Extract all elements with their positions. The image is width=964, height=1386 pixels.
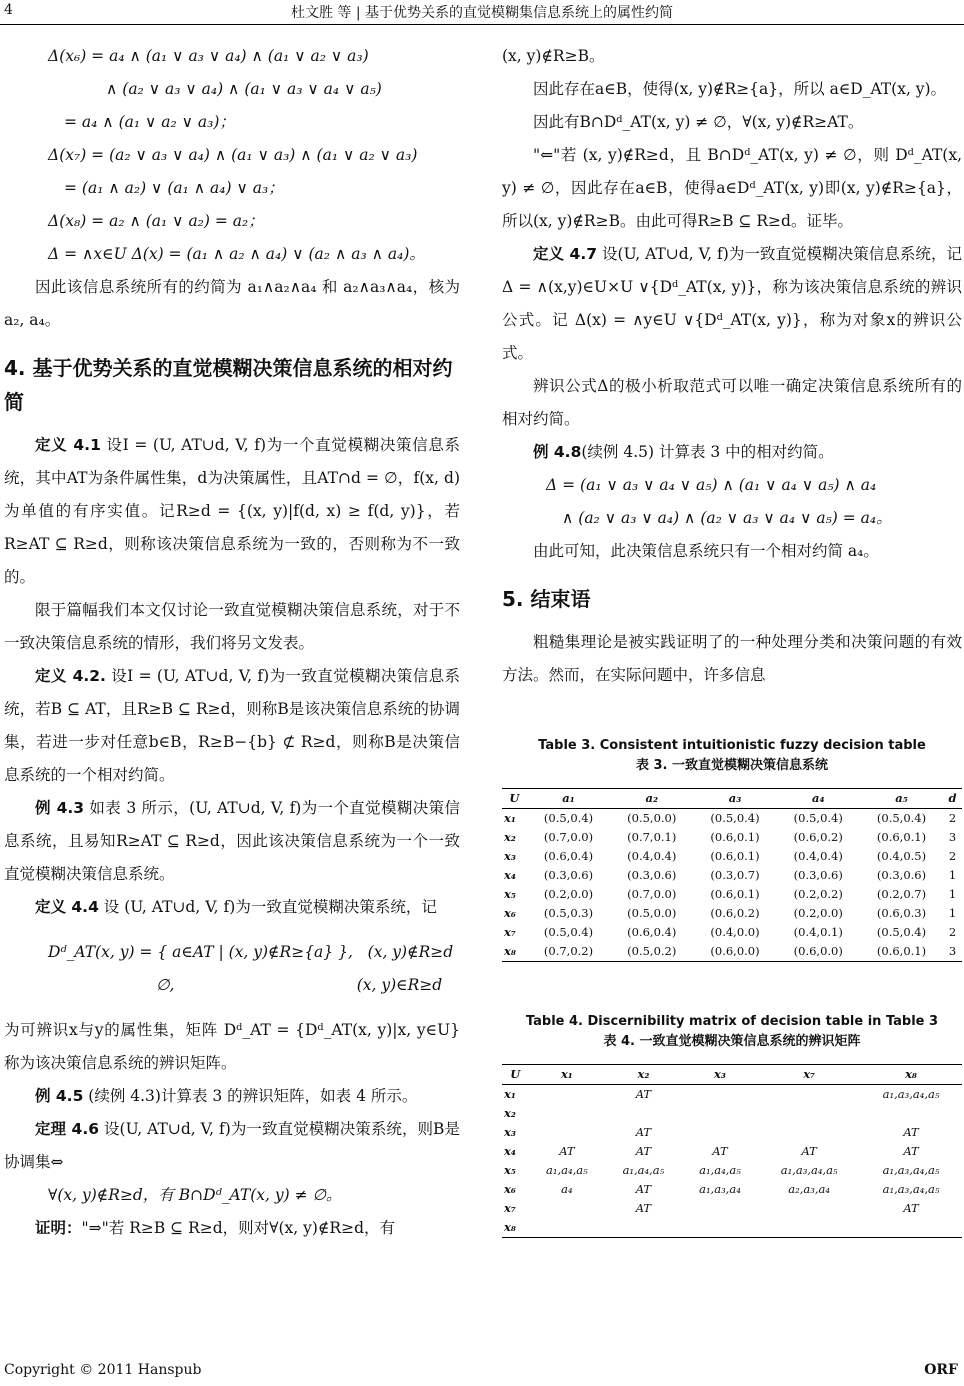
definition-4-2 (4, 660, 460, 792)
row-label: x₅ (504, 1163, 516, 1177)
table-cell (605, 1104, 682, 1123)
proof-line: 因此存在a∈B，使得(x, y)∉R≥{a}，所以 a∈D_AT(x, y)。 (533, 80, 947, 98)
column-header: x₈ (860, 1065, 962, 1085)
paragraph-reducts: 因此该信息系统所有的约简为 a₁∧a₂∧a₄ 和 a₂∧a₃∧a₄，核为a₂, a₄。 (4, 278, 460, 329)
table-cell (758, 1104, 860, 1123)
table-cell: (0.6,0.1) (876, 830, 927, 844)
section-heading-5: 5. 结束语 (502, 587, 591, 611)
equation-line: Δ(x₇) = (a₂ ∨ a₃ ∨ a₄) ∧ (a₁ ∨ a₃) ∧ (a₁ ∨ a₂ ∨ a₃) (48, 146, 418, 164)
table-row (502, 904, 962, 923)
table-cell: (0.4,0.0) (710, 925, 760, 939)
table-cell: AT (903, 1201, 919, 1215)
copyright: Copyright © 2011 Hanspub (4, 1362, 202, 1378)
example-4-3 (4, 792, 460, 891)
table-cell (529, 1123, 606, 1142)
table-cell: a₁,a₃,a₄,a₅ (882, 1163, 940, 1177)
paragraph-limit: 限于篇幅我们本文仅讨论一致直觉模糊决策信息系统，对于不一致决策信息系统的情形，我们将另文发表。 (4, 601, 460, 652)
table-cell: (0.4,0.4) (793, 849, 843, 863)
table-cell (682, 1085, 759, 1105)
table-cell: 1 (948, 868, 957, 882)
paragraph-minimal: 辨识公式Δ的极小析取范式可以唯一确定决策信息系统所有的相对约简。 (502, 377, 962, 428)
theorem-4-6 (4, 1113, 460, 1179)
column-header: U (502, 1065, 529, 1085)
piecewise-equation: ∅, (x, y)∈R≥d (156, 976, 443, 994)
table-cell: AT (635, 1182, 652, 1196)
definition-text: 设I = (U, AT∪d, V, f)为一个直觉模糊决策信息系统，其中AT为条件属性集，d为决策属性，且AT∩d = ∅，f(x, d)为单值的有序实值。记R≥d = {(x, y)|f(d, x) ≥ f(d, y)}，若R≥AT ⊆ R≥d，则称该决策信息系统为一致的，否则称为不一致的。 (4, 436, 460, 586)
table-cell: (0.7,0.2) (527, 942, 610, 962)
table-cell (529, 1218, 606, 1238)
table-cell (682, 1104, 759, 1123)
paragraph-ending: 粗糙集理论是被实践证明了的一种处理分类和决策问题的有效方法。然而，在实际问题中，许多信息 (502, 633, 962, 684)
table-cell: (0.3,0.6) (793, 868, 843, 882)
table-row (502, 1142, 962, 1161)
table-cell: 1 (948, 906, 957, 920)
table-cell: (0.2,0.0) (793, 906, 843, 920)
table-cell: AT (635, 1087, 652, 1101)
table-cell: a₁,a₃,a₄,a₅ (780, 1163, 838, 1177)
table-row (502, 1123, 962, 1142)
row-label: x₈ (502, 942, 527, 962)
row-label: x₁ (504, 811, 516, 825)
table-cell: AT (801, 1144, 817, 1158)
column-header: U (502, 789, 527, 809)
table-cell: a₄ (561, 1182, 573, 1196)
table-row (502, 1104, 962, 1123)
table-row (502, 923, 962, 942)
table-cell: (0.2,0.2) (793, 887, 843, 901)
table-cell (758, 1199, 860, 1218)
table-cell: (0.5,0.0) (627, 811, 677, 825)
example-4-8 (502, 436, 962, 469)
table-cell (529, 1085, 606, 1105)
definition-text: 设(U, AT∪d, V, f)为一致直觉模糊决策信息系统，记Δ = ∧(x,y)∈U×U ∨{Dᵈ_AT(x, y)}，称为该决策信息系统的辨识公式。记 Δ(x) = ∧y∈U ∨{Dᵈ_AT(x, y)}，称为对象x的辨识公式。 (502, 245, 962, 362)
table-cell: (0.7,0.0) (627, 887, 677, 901)
table-cell: (0.5,0.4) (710, 811, 760, 825)
definition-label: 定义 4.2. (35, 667, 106, 685)
table-cell: (0.6,0.2) (710, 906, 760, 920)
equation-line: Δ(x₆) = a₄ ∧ (a₁ ∨ a₃ ∨ a₄) ∧ (a₁ ∨ a₂ ∨ a₃) (48, 47, 369, 65)
row-label: x₄ (504, 1144, 516, 1158)
definition-4-7 (502, 238, 962, 370)
table-cell: (0.5,0.4) (793, 811, 843, 825)
table-row (502, 1180, 962, 1199)
definition-label: 定义 4.1 (35, 436, 101, 454)
table-cell: a₁,a₃,a₄,a₅ (882, 1182, 940, 1196)
table-cell: AT (635, 1201, 652, 1215)
table-cell: 1 (948, 887, 957, 901)
example-label: 例 4.5 (35, 1087, 84, 1105)
table-cell: (0.3,0.6) (627, 868, 677, 882)
table4-caption-zh: 表 4. 一致直觉模糊决策信息系统的辨识矩阵 (603, 1034, 861, 1049)
table-cell: (0.6,0.4) (627, 925, 677, 939)
equation-line: ∧ (a₂ ∨ a₃ ∨ a₄) ∧ (a₁ ∨ a₃ ∨ a₄ ∨ a₅) (106, 80, 382, 98)
table-cell: a₁,a₃,a₄ (699, 1182, 741, 1196)
table-cell: (0.6,0.0) (693, 942, 776, 962)
column-header: x₂ (605, 1065, 682, 1085)
table-cell: (0.7,0.0) (543, 830, 594, 844)
column-header: x₇ (758, 1065, 860, 1085)
row-label: x₆ (504, 1182, 516, 1196)
row-label: x₇ (504, 925, 516, 939)
row-label: x₁ (504, 1087, 516, 1101)
table-cell: a₁,a₃,a₄,a₅ (882, 1087, 940, 1101)
table-cell (758, 1123, 860, 1142)
table-cell: (0.6,0.1) (860, 942, 943, 962)
table-cell (758, 1218, 860, 1238)
page-number: 4 (4, 2, 13, 18)
column-header: a₅ (860, 789, 943, 809)
table4-caption-en: Table 4. Discernibility matrix of decision table in Table 3 (525, 1014, 939, 1029)
row-label: x₅ (504, 887, 516, 901)
table-cell: 3 (943, 942, 962, 962)
example-text: 如表 3 所示，(U, AT∪d, V, f)为一个直觉模糊决策信息系统，且易知R≥AT ⊆ R≥d，因此该决策信息系统为一个一致直觉模糊决策信息系统。 (4, 799, 460, 883)
equation-line: Δ = (a₁ ∨ a₃ ∨ a₄ ∨ a₅) ∧ (a₁ ∨ a₄ ∨ a₅) ∧ a₄ (546, 476, 877, 494)
table-cell: AT (903, 1125, 919, 1139)
theorem-text: 设(U, AT∪d, V, f)为一致直觉模糊决策系统，则B是协调集⇔ (4, 1120, 460, 1171)
table-cell: a₁,a₄,a₅ (622, 1163, 665, 1177)
table-row (502, 1218, 962, 1238)
row-label: x₃ (504, 849, 516, 863)
section-heading-4: 4. 基于优势关系的直觉模糊决策信息系统的相对约简 (4, 356, 453, 414)
table-row (502, 809, 962, 829)
definition-4-1 (4, 429, 460, 594)
table-cell: (0.6,0.1) (710, 830, 760, 844)
table-cell (529, 1104, 606, 1123)
table-cell: (0.3,0.6) (543, 868, 594, 882)
table-row (502, 828, 962, 847)
page-header (0, 0, 964, 22)
row-label: x₈ (502, 1218, 529, 1238)
table-cell: a₁,a₄,a₅ (546, 1163, 588, 1177)
table-cell: (0.6,0.0) (777, 942, 860, 962)
running-title: 杜文胜 等 | 基于优势关系的直觉模糊集信息系统上的属性约简 (290, 5, 674, 21)
proof-text: "⇒"若 R≥B ⊆ R≥d，则对∀(x, y)∉R≥d，有 (81, 1219, 396, 1237)
table-cell: AT (903, 1144, 919, 1158)
table-cell (605, 1218, 682, 1238)
table-cell: 2 (948, 925, 957, 939)
table-cell: (0.5,0.0) (627, 906, 677, 920)
table-cell (529, 1199, 606, 1218)
row-label: x₃ (504, 1125, 516, 1139)
equation-line: = (a₁ ∧ a₂) ∨ (a₁ ∧ a₄) ∨ a₃； (64, 179, 284, 197)
journal-abbrev: ORF (924, 1362, 958, 1378)
table-row (502, 1161, 962, 1180)
table-cell (682, 1199, 759, 1218)
table-cell: (0.4,0.1) (793, 925, 843, 939)
table-cell (860, 1218, 962, 1238)
column-header: x₃ (682, 1065, 759, 1085)
left-column (4, 40, 460, 1245)
table-cell: (0.6,0.1) (710, 849, 760, 863)
definition-label: 定义 4.7 (533, 245, 597, 263)
table-cell: (0.5,0.4) (876, 811, 927, 825)
row-label: x₂ (504, 1106, 516, 1120)
table3-caption-en: Table 3. Consistent intuitionistic fuzzy decision table (538, 738, 926, 753)
table-cell: (0.3,0.6) (876, 868, 927, 882)
table-cell: (0.6,0.4) (543, 849, 594, 863)
definition-4-4 (4, 891, 460, 924)
column-header: a₄ (777, 789, 860, 809)
column-header: a₃ (693, 789, 776, 809)
table-cell: (0.3,0.7) (710, 868, 760, 882)
column-header: a₁ (527, 789, 610, 809)
table-cell: AT (712, 1144, 728, 1158)
table-cell: (0.5,0.3) (543, 906, 594, 920)
table-cell: a₁,a₄,a₅ (699, 1163, 741, 1177)
table3-caption-zh: 表 3. 一致直觉模糊决策信息系统 (635, 758, 829, 773)
definition-text: 设 (U, AT∪d, V, f)为一致直觉模糊决策系统，记 (98, 898, 437, 916)
table-cell: 2 (948, 811, 957, 825)
equation-line: ∧ (a₂ ∨ a₃ ∨ a₄) ∧ (a₂ ∨ a₃ ∨ a₄ ∨ a₅) = a₄。 (562, 509, 892, 527)
table-row (502, 866, 962, 885)
row-label: x₂ (504, 830, 516, 844)
theorem-label: 定理 4.6 (35, 1120, 100, 1138)
table-cell: (0.5,0.4) (543, 925, 594, 939)
table-cell: (0.5,0.4) (543, 811, 594, 825)
example-text: (续例 4.5) 计算表 3 中的相对约简。 (581, 443, 834, 461)
theorem-equation: ∀(x, y)∉R≥d，有 B∩Dᵈ_AT(x, y) ≠ ∅。 (48, 1186, 342, 1204)
row-label: x₆ (504, 906, 516, 920)
equation-line: Δ(x₈) = a₂ ∧ (a₁ ∨ a₂) = a₂； (48, 212, 264, 230)
table-cell: (0.2,0.0) (543, 887, 594, 901)
table-cell: (0.5,0.2) (610, 942, 693, 962)
table-cell: (0.2,0.7) (876, 887, 927, 901)
column-header: x₁ (529, 1065, 606, 1085)
table-row (502, 885, 962, 904)
paragraph-discernibility: 为可辨识x与y的属性集，矩阵 Dᵈ_AT = {Dᵈ_AT(x, y)|x, y∈U} 称为该决策信息系统的辨识矩阵。 (4, 1021, 460, 1072)
example-text: (续例 4.3)计算表 3 的辨识矩阵，如表 4 所示。 (83, 1087, 418, 1105)
table-cell (758, 1085, 860, 1105)
table-cell: (0.6,0.2) (793, 830, 843, 844)
table-cell: AT (635, 1125, 652, 1139)
column-header: a₂ (610, 789, 693, 809)
row-label: x₇ (504, 1201, 516, 1215)
table-cell: (0.5,0.4) (876, 925, 927, 939)
table-cell (682, 1218, 759, 1238)
piecewise-equation: Dᵈ_AT(x, y) = { a∈AT | (x, y)∉R≥{a} }, (x, y)∉R≥d (48, 943, 454, 961)
table-row (502, 1085, 962, 1105)
table-cell: AT (559, 1144, 575, 1158)
table-cell: (0.7,0.1) (627, 830, 677, 844)
table-3 (502, 788, 962, 962)
table-cell: AT (635, 1144, 652, 1158)
equation-line: Δ = ∧x∈U Δ(x) = (a₁ ∧ a₂ ∧ a₄) ∨ (a₂ ∧ a₃ ∧ a₄)。 (48, 245, 425, 263)
paragraph-conclusion: 由此可知，此决策信息系统只有一个相对约简 a₄。 (533, 542, 879, 560)
table-cell: a₂,a₃,a₄ (788, 1182, 830, 1196)
table-row (502, 942, 962, 962)
example-label: 例 4.3 (35, 799, 85, 817)
table-4 (502, 1064, 962, 1238)
table-cell: (0.4,0.5) (876, 849, 927, 863)
table-cell: 3 (948, 830, 957, 844)
table-cell: (0.6,0.1) (710, 887, 760, 901)
proof-line: 因此有B∩Dᵈ_AT(x, y) ≠ ∅，∀(x, y)∉R≥AT。 (533, 113, 864, 131)
table-cell (860, 1104, 962, 1123)
proof-line: "⇐"若 (x, y)∉R≥d，且 B∩Dᵈ_AT(x, y) ≠ ∅，则 Dᵈ_AT(x, y) ≠ ∅，因此存在a∈B，使得a∈Dᵈ_AT(x, y)即(x, y)∉R≥{a}，所以(x, y)∉R≥B。由此可得R≥B ⊆ R≥d。证毕。 (502, 146, 962, 230)
equation-line: = a₄ ∧ (a₁ ∨ a₂ ∨ a₃)； (64, 113, 235, 131)
table-cell: (0.6,0.3) (876, 906, 927, 920)
header-rule (0, 24, 964, 25)
table-cell: 2 (948, 849, 957, 863)
row-label: x₄ (504, 868, 516, 882)
table-row (502, 1199, 962, 1218)
example-4-5 (4, 1080, 460, 1113)
table-cell (682, 1123, 759, 1142)
proof-label: 证明： (35, 1219, 82, 1237)
right-column (502, 40, 962, 1238)
definition-label: 定义 4.4 (35, 898, 99, 916)
table-row (502, 847, 962, 866)
proof-line: (x, y)∉R≥B。 (502, 47, 605, 65)
definition-text: 设I = (U, AT∪d, V, f)为一致直觉模糊决策信息系统，若B ⊆ AT，且R≥B ⊆ R≥d，则称B是该决策信息系统的协调集，若进一步对任意b∈B，R≥B−{b} ⊄ R≥d，则称B是决策信息系统的一个相对约简。 (4, 667, 460, 784)
example-label: 例 4.8 (533, 443, 582, 461)
table-cell: (0.4,0.4) (627, 849, 677, 863)
proof-start (4, 1212, 460, 1245)
column-header: d (943, 789, 962, 809)
